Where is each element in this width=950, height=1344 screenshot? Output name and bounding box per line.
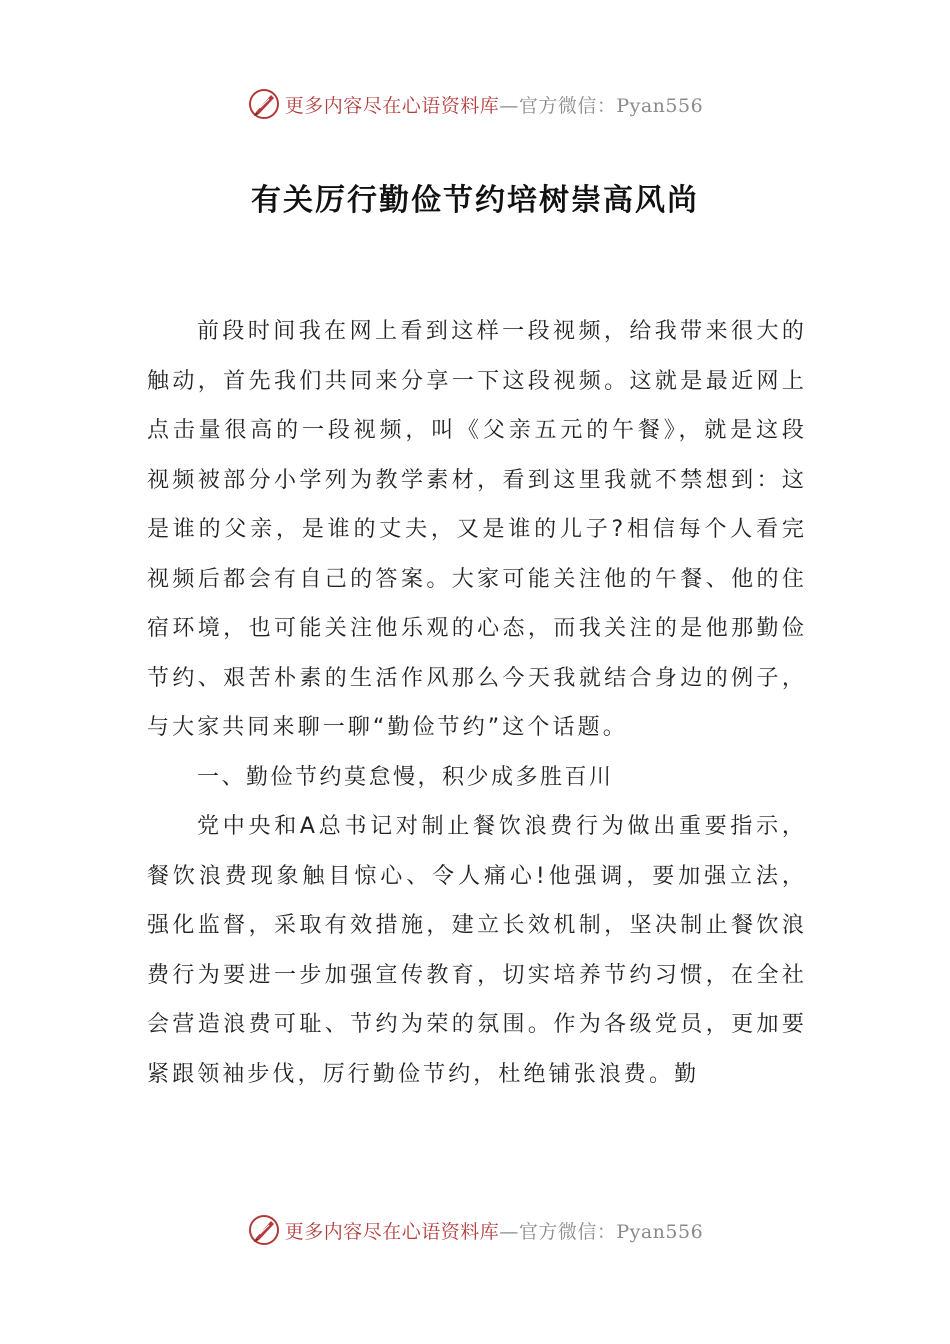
watermark-text	[285, 1217, 703, 1244]
watermark-text-red: 更多内容尽在心语资料库	[284, 94, 500, 117]
watermark-text-grey: —官方微信：	[499, 94, 617, 117]
watermark-text-grey: —官方微信：	[499, 1220, 617, 1243]
document-title: 有关厉行勤俭节约培树崇高风尚	[251, 183, 699, 218]
watermark-banner-bottom	[0, 1210, 950, 1250]
document-body	[147, 307, 807, 1099]
watermark-text	[285, 91, 703, 118]
paragraph-intro: 前段时间我在网上看到这样一段视频，给我带来很大的触动，首先我们共同来分享一下这段视频。这就是最近网上点击量很高的一段视频，叫《父亲五元的午餐》，就是这段视频被部分小学列为教学素材，看到这里我就不禁想到：这是谁的父亲，是谁的丈夫，又是谁的儿子?相信每个人看完视频后都会有自己的答案。大家可能关注他的午餐、他的住宿环境，也可能关注他乐观的心态，而我关注的是他那勤俭节约、艰苦朴素的生活作风那么今天我就结合身边的例子，与大家共同来聊一聊“勤俭节约”这个话题。	[147, 319, 807, 740]
watermark-text-id: Pyan556	[616, 1220, 704, 1243]
paragraph-section-1: 党中央和A总书记对制止餐饮浪费行为做出重要指示，餐饮浪费现象触目惊心、令人痛心!他强调，要加强立法，强化监督，采取有效措施，建立长效机制，坚决制止餐饮浪费行为要进一步加强宣传教育，切实培养节约习惯，在全社会营造浪费可耻、节约为荣的氛围。作为各级党员，更加要紧跟领袖步伐，厉行勤俭节约，杜绝铺张浪费。勤	[147, 814, 807, 1087]
watermark-banner-top	[0, 84, 950, 124]
section-heading-1: 一、勤俭节约莫怠慢，积少成多胜百川	[197, 764, 614, 790]
quill-logo-icon	[247, 1213, 281, 1247]
watermark-text-id: Pyan556	[616, 94, 704, 117]
watermark-text-red: 更多内容尽在心语资料库	[284, 1220, 500, 1243]
quill-logo-icon	[247, 87, 281, 121]
